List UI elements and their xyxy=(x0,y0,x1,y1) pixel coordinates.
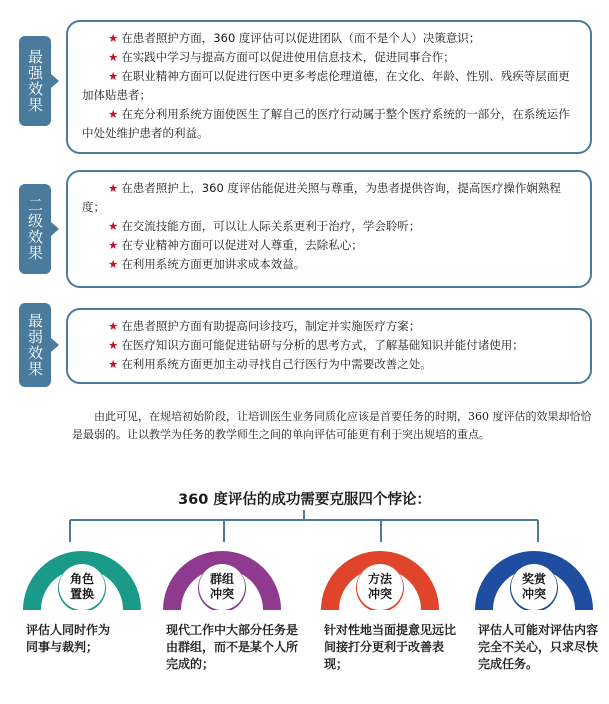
paradox-circle: 奖赏 冲突 xyxy=(511,564,557,610)
list-item: ★ 在医疗知识方面可能促进钻研与分析的思考方式，了解基础知识并能付诸使用； xyxy=(108,338,524,352)
list-item: ★ 在患者照护方面，360 度评估可以促进团队（而不是个人）决策意识； xyxy=(108,31,481,45)
list-item: ★ 在利用系统方面更加讲求成本效益。 xyxy=(108,257,306,271)
star-icon: ★ xyxy=(108,238,119,252)
summary-paragraph: 由此可见，在规培初始阶段，让培训医生业务同质化应该是首要任务的时期，360 度评估的效果却恰恰是最弱的。让以教学为任务的教学师生之间的单向评估可能更有利于突出规培的重点。 xyxy=(72,410,592,441)
paradox-desc: 评估人可能对评估内容完全不关心，只求尽快完成任务。 xyxy=(478,623,599,671)
section-tag-second: 二级效果 xyxy=(19,184,51,274)
paradox-circle: 方法 冲突 xyxy=(357,564,403,610)
star-icon: ★ xyxy=(108,257,119,271)
paradox-desc: 评估人同时作为同事与裁判； xyxy=(26,623,111,654)
star-icon: ★ xyxy=(108,357,119,371)
section-box-second xyxy=(66,170,592,288)
paradox-circle: 角色 置换 xyxy=(59,564,105,610)
star-icon: ★ xyxy=(108,107,119,121)
list-item: ★ 在实践中学习与提高方面可以促进使用信息技术，促进同事合作； xyxy=(108,50,455,64)
list-item: ★ 在利用系统方面更加主动寻找自己行医行为中需要改善之处。 xyxy=(108,357,432,371)
section-tag-weakest: 最弱效果 xyxy=(19,303,51,387)
section-box-strongest xyxy=(66,20,592,154)
star-icon: ★ xyxy=(108,219,119,233)
paradox-circle: 群组 冲突 xyxy=(199,564,245,610)
star-icon: ★ xyxy=(108,31,119,45)
section-box-weakest xyxy=(66,308,592,384)
list-item: ★ 在充分利用系统方面使医生了解自己的医疗行动属于整个医疗系统的一部分，在系统运作中处处维护患者的利益。 xyxy=(82,107,570,140)
paradox-desc: 现代工作中大部分任务是由群组，而不是某个人所完成的； xyxy=(166,623,299,671)
list-item: ★ 在患者照护上，360 度评估能促进关照与尊重，为患者提供咨询，提高医疗操作娴熟程度； xyxy=(82,181,561,214)
paradox-desc: 针对性地当面提意见远比间接打分更利于改善表现； xyxy=(324,623,457,671)
paradox-title: 360 度评估的成功需要克服四个悖论： xyxy=(178,492,431,508)
star-icon: ★ xyxy=(108,338,119,352)
star-icon: ★ xyxy=(108,319,119,333)
section-tag-strongest: 最强效果 xyxy=(19,36,51,126)
list-item: ★ 在职业精神方面可以促进行医中更多考虑伦理道德，在文化、年龄、性别、残疾等层面更加体贴患者； xyxy=(82,69,570,102)
list-item: ★ 在专业精神方面可以促进对人尊重，去除私心； xyxy=(108,238,363,252)
list-item: ★ 在交流技能方面，可以让人际关系更利于治疗，学会聆听； xyxy=(108,219,421,233)
connector-bracket xyxy=(0,510,609,544)
star-icon: ★ xyxy=(108,50,119,64)
star-icon: ★ xyxy=(108,69,119,83)
list-item: ★ 在患者照护方面有助提高问诊技巧，制定并实施医疗方案； xyxy=(108,319,421,333)
star-icon: ★ xyxy=(108,181,119,195)
